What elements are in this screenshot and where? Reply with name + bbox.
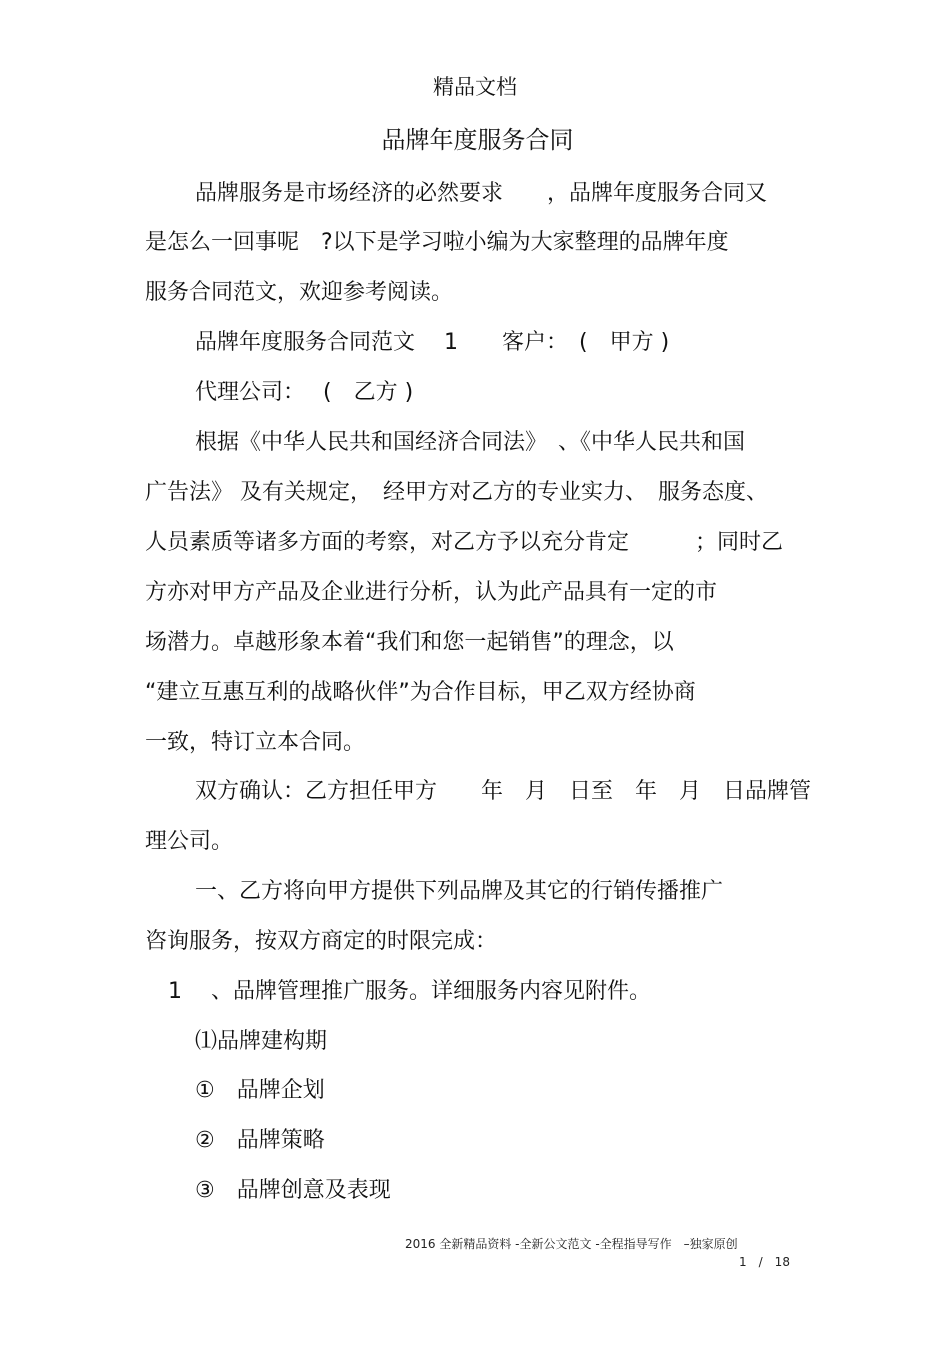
- body-line: ③ 品牌创意及表现: [195, 1178, 391, 1203]
- body-line: 品牌年度服务合同范文 1 客户： ( 甲方 ): [195, 330, 670, 355]
- body-line: 代理公司： ( 乙方 ): [195, 380, 414, 405]
- body-line: ② 品牌策略: [195, 1128, 325, 1153]
- body-line: 品牌服务是市场经济的必然要求 ，品牌年度服务合同又: [195, 181, 768, 206]
- body-line: 根据《中华人民共和国经济合同法》 、《中华人民共和国: [195, 430, 746, 455]
- body-line: “建立互惠互利的战略伙伴”为合作目标，甲乙双方经协商: [145, 680, 696, 705]
- body-line: 一、乙方将向甲方提供下列品牌及其它的行销传播推广: [195, 879, 724, 904]
- body-line: 场潜力。卓越形象本着“我们和您一起销售”的理念，以: [145, 630, 674, 655]
- page-header: 精品文档: [433, 75, 517, 99]
- body-line: 广告法》 及有关规定， 经甲方对乙方的专业实力、 服务态度、: [145, 480, 768, 505]
- page-number: 1 / 18: [739, 1255, 790, 1269]
- body-line: 是怎么一回事呢 ?以下是学习啦小编为大家整理的品牌年度: [145, 230, 729, 255]
- body-line: ⑴品牌建构期: [195, 1029, 328, 1054]
- body-line: ① 品牌企划: [195, 1078, 325, 1103]
- body-line: 1 、品牌管理推广服务。详细服务内容见附件。: [168, 979, 651, 1004]
- body-line: 双方确认：乙方担任甲方 年 月 日至 年 月 日品牌管: [195, 779, 812, 804]
- body-line: 咨询服务，按双方商定的时限完成：: [145, 929, 498, 954]
- document-title: 品牌年度服务合同: [381, 126, 574, 154]
- body-line: 方亦对甲方产品及企业进行分析，认为此产品具有一定的市: [145, 580, 718, 605]
- footer-slogan: 2016 全新精品资料 -全新公文范文 -全程指导写作 –独家原创: [405, 1237, 738, 1251]
- body-line: 理公司。: [145, 829, 234, 854]
- body-line: 一致，特订立本合同。: [145, 730, 366, 755]
- body-line: 服务合同范文，欢迎参考阅读。: [145, 280, 454, 305]
- body-line: 人员素质等诸多方面的考察，对乙方予以充分肯定 ；同时乙: [145, 530, 784, 555]
